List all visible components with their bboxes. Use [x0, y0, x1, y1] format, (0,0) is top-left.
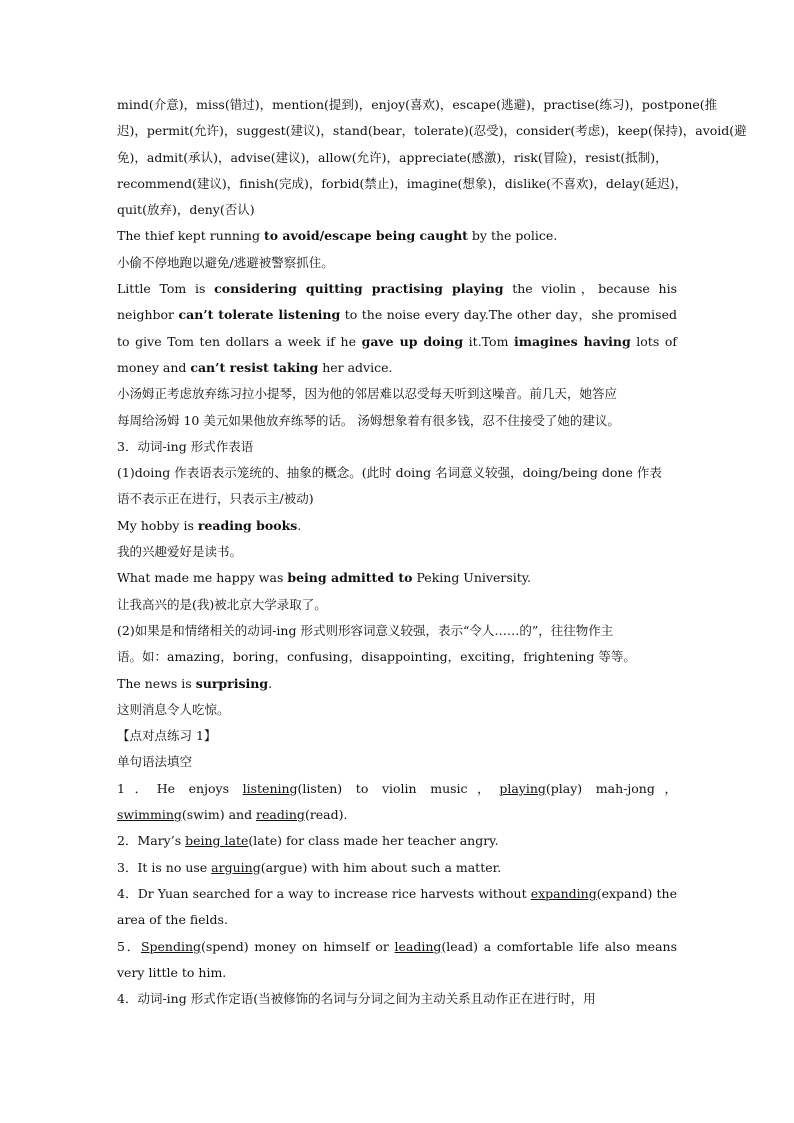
text-run: Little Tom is [117, 281, 215, 297]
example-sentence-news [117, 671, 677, 697]
translation-pku: 让我高兴的是(我)被北京大学录取了。 [117, 596, 327, 612]
bold-phrase: to avoid/escape being caught [263, 228, 468, 244]
rule-2-line: (2)如果是和情绪相关的动词-ing 形式则形容词意义较强，表示“令人……的”，往往物作主 [117, 622, 614, 638]
text-run: Peking University. [412, 570, 532, 586]
verb-list-line: 迟)，permit(允许)，suggest(建议)，stand(bear，tolerate)(忍受)，consider(考虑)，keep(保持)，avoid(避 [117, 123, 747, 139]
translation-tom-line: 每周给汤姆 10 美元如果他放弃练琴的话。 汤姆想象着有很多钱，忍不住接受了她的建议。 [117, 412, 620, 428]
text-run: (late) for class made her teacher angry. [248, 833, 499, 849]
answer-blank: playing [499, 780, 546, 796]
text-run: . [297, 517, 302, 533]
section-3-title: 3．动词-ing 形式作表语 [117, 438, 254, 454]
practice-subheading: 单句语法填空 [117, 754, 193, 770]
answer-blank: reading [256, 807, 305, 823]
text-run: My hobby is [117, 517, 198, 533]
text-run: her advice. [318, 359, 393, 375]
rule-1-line: (1)doing 作表语表示笼统的、抽象的概念。(此时 doing 名词意义较强，doing/being done 作表 [117, 465, 662, 481]
example-sentence-thief [117, 223, 677, 249]
text-run: 4．Dr Yuan searched for a way to increase rice harvests without [117, 885, 531, 901]
bold-phrase: surprising [195, 675, 269, 691]
example-sentence-hobby [117, 513, 677, 539]
bold-phrase: reading books [197, 517, 298, 533]
answer-blank: leading [394, 938, 442, 954]
text-run: 2．Mary’s [117, 833, 186, 849]
text-run: (argue) with him about such a matter. [260, 859, 502, 875]
answer-blank: listening [242, 780, 298, 796]
text-run: lots of money and [117, 333, 677, 375]
verb-list-line: 免)，admit(承认)，advise(建议)，allow(允许)，appreciate(感激)，risk(冒险)，resist(抵制)， [117, 149, 668, 165]
practice-heading: 【点对点练习 1】 [117, 728, 217, 744]
text-run: (swim) and [181, 807, 257, 823]
bold-phrase: being admitted to [287, 570, 413, 586]
text-run: (listen) to violin music， [297, 780, 500, 796]
text-run: (lead) a comfortable life also means very little to him. [117, 938, 677, 980]
translation-news: 这则消息令人吃惊。 [117, 701, 230, 717]
document-page [117, 92, 747, 1012]
answer-blank: arguing [211, 859, 261, 875]
text-run: (spend) money on himself or [201, 938, 395, 954]
exercise-item-4 [117, 881, 677, 934]
text-run: 1．He enjoys [117, 780, 243, 796]
example-paragraph-tom [117, 276, 677, 381]
verb-list-line: mind(介意)，miss(错过)，mention(提到)，enjoy(喜欢)，escape(逃避)，practise(练习)，postpone(推 [117, 97, 718, 112]
text-run: (expand) the area of the fields. [117, 885, 677, 928]
rule-1-line: 语不表示正在进行，只表示主/被动) [117, 491, 314, 507]
text-run: 5． [117, 938, 141, 954]
bold-phrase: can’t resist taking [190, 359, 319, 375]
answer-blank: being late [185, 833, 249, 849]
text-run: What made me happy was [117, 570, 288, 586]
answer-blank: expanding [530, 885, 597, 901]
text-run: . [268, 675, 273, 691]
bold-phrase: imagines having [514, 333, 631, 349]
text-run: The news is [117, 675, 196, 691]
translation-hobby: 我的兴趣爱好是读书。 [117, 544, 243, 560]
verb-list-line: quit(放弃)，deny(否认) [117, 202, 255, 218]
exercise-item-3 [117, 855, 677, 881]
text-run: to the noise every day.The other day，she promised to give Tom ten dollars a week if he [117, 307, 677, 349]
bold-phrase: considering quitting practising playing [214, 281, 504, 297]
bold-phrase: gave up doing [361, 333, 464, 349]
text-run: it.Tom [463, 333, 515, 349]
text-run: by the police. [467, 228, 558, 244]
text-run: the violin，because his neighbor [117, 281, 677, 323]
translation-thief: 小偷不停地跑以避免/逃避被警察抓住。 [117, 254, 334, 270]
bold-phrase: can’t tolerate listening [178, 307, 341, 323]
verb-list-line: recommend(建议)，finish(完成)，forbid(禁止)，imagine(想象)，dislike(不喜欢)，delay(延迟)， [117, 175, 688, 191]
answer-blank: swimming [117, 807, 182, 823]
exercise-item-5 [117, 934, 677, 987]
text-run: (play) mah-jong， [545, 780, 677, 796]
exercise-item-1 [117, 776, 677, 829]
section-4-title: 4．动词-ing 形式作定语(当被修饰的名词与分词之间为主动关系且动作正在进行时，用 [117, 991, 596, 1007]
exercise-item-2 [117, 828, 677, 854]
text-run: The thief kept running [117, 228, 264, 244]
answer-blank: Spending [140, 938, 202, 954]
text-run: 3．It is no use [117, 859, 212, 875]
example-sentence-pku [117, 565, 677, 591]
text-run: (read). [304, 807, 348, 823]
rule-2-line: 语。如：amazing，boring，confusing，disappointing，exciting，frightening 等等。 [117, 649, 636, 665]
translation-tom-line: 小汤姆正考虑放弃练习拉小提琴，因为他的邻居难以忍受每天听到这噪音。前几天，她答应 [117, 386, 618, 402]
